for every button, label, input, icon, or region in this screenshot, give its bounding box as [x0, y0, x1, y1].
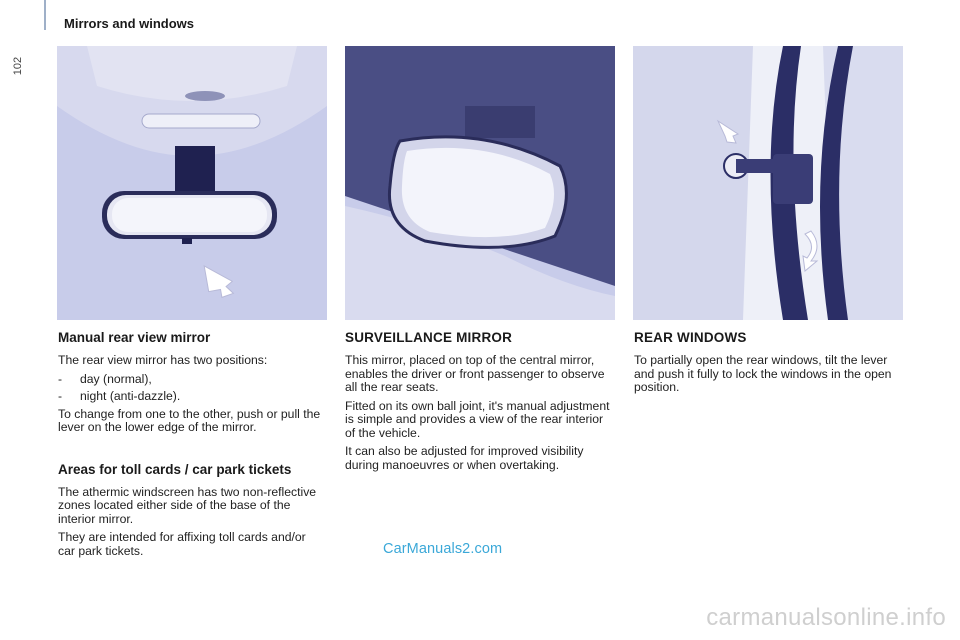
paragraph: To partially open the rear windows, tilt the lever and push it fully to lock the windows in the open position.	[634, 353, 892, 394]
list-item-text: night (anti-dazzle).	[80, 389, 181, 403]
figure-rear-window-lever	[633, 46, 903, 320]
paragraph: This mirror, placed on top of the central mirror, enables the driver or front passenger to observe all the rear seats.	[345, 353, 605, 394]
list-dash: -	[58, 371, 63, 386]
list-item-text: day (normal),	[80, 371, 152, 386]
paragraph: Fitted on its own ball joint, it's manual adjustment is simple and provides a view of the rear interior of the vehicle.	[345, 398, 610, 440]
section-side-bar	[44, 0, 46, 30]
surveillance-mirror-illustration	[345, 46, 615, 320]
list-item	[58, 373, 326, 387]
list-dash: -	[58, 389, 63, 403]
heading-manual-rear-view-mirror: Manual rear view mirror	[58, 330, 211, 345]
paragraph: It can also be adjusted for improved visibility during manoeuvres or when overtaking.	[345, 444, 584, 472]
watermark-link[interactable]: CarManuals2.com	[383, 541, 503, 557]
column-surveillance-mirror	[345, 330, 613, 477]
column-manual-mirror	[58, 330, 326, 563]
paragraph: The athermic windscreen has two non-reflective zones located either side of the base of the interior mirror.	[58, 484, 317, 526]
figure-surveillance-mirror	[345, 46, 615, 320]
rear-window-illustration	[633, 46, 903, 320]
heading-toll-card-areas: Areas for toll cards / car park tickets	[58, 461, 292, 477]
heading-surveillance-mirror: SURVEILLANCE MIRROR	[345, 330, 513, 345]
column-rear-windows	[634, 330, 902, 400]
figure-rear-view-mirror	[57, 46, 327, 320]
rear-view-mirror-illustration	[57, 46, 327, 320]
paragraph: The rear view mirror has two positions:	[58, 353, 268, 367]
heading-rear-windows: REAR WINDOWS	[634, 330, 747, 345]
page-number: 102	[12, 56, 24, 76]
footer-watermark: carmanualsonline.info	[706, 604, 946, 631]
paragraph: To change from one to the other, push or pull the lever on the lower edge of the mirror.	[58, 406, 321, 434]
section-title: Mirrors and windows	[64, 16, 195, 31]
list-item	[58, 390, 326, 404]
paragraph: They are intended for affixing toll cards and/or car park tickets.	[58, 530, 306, 558]
